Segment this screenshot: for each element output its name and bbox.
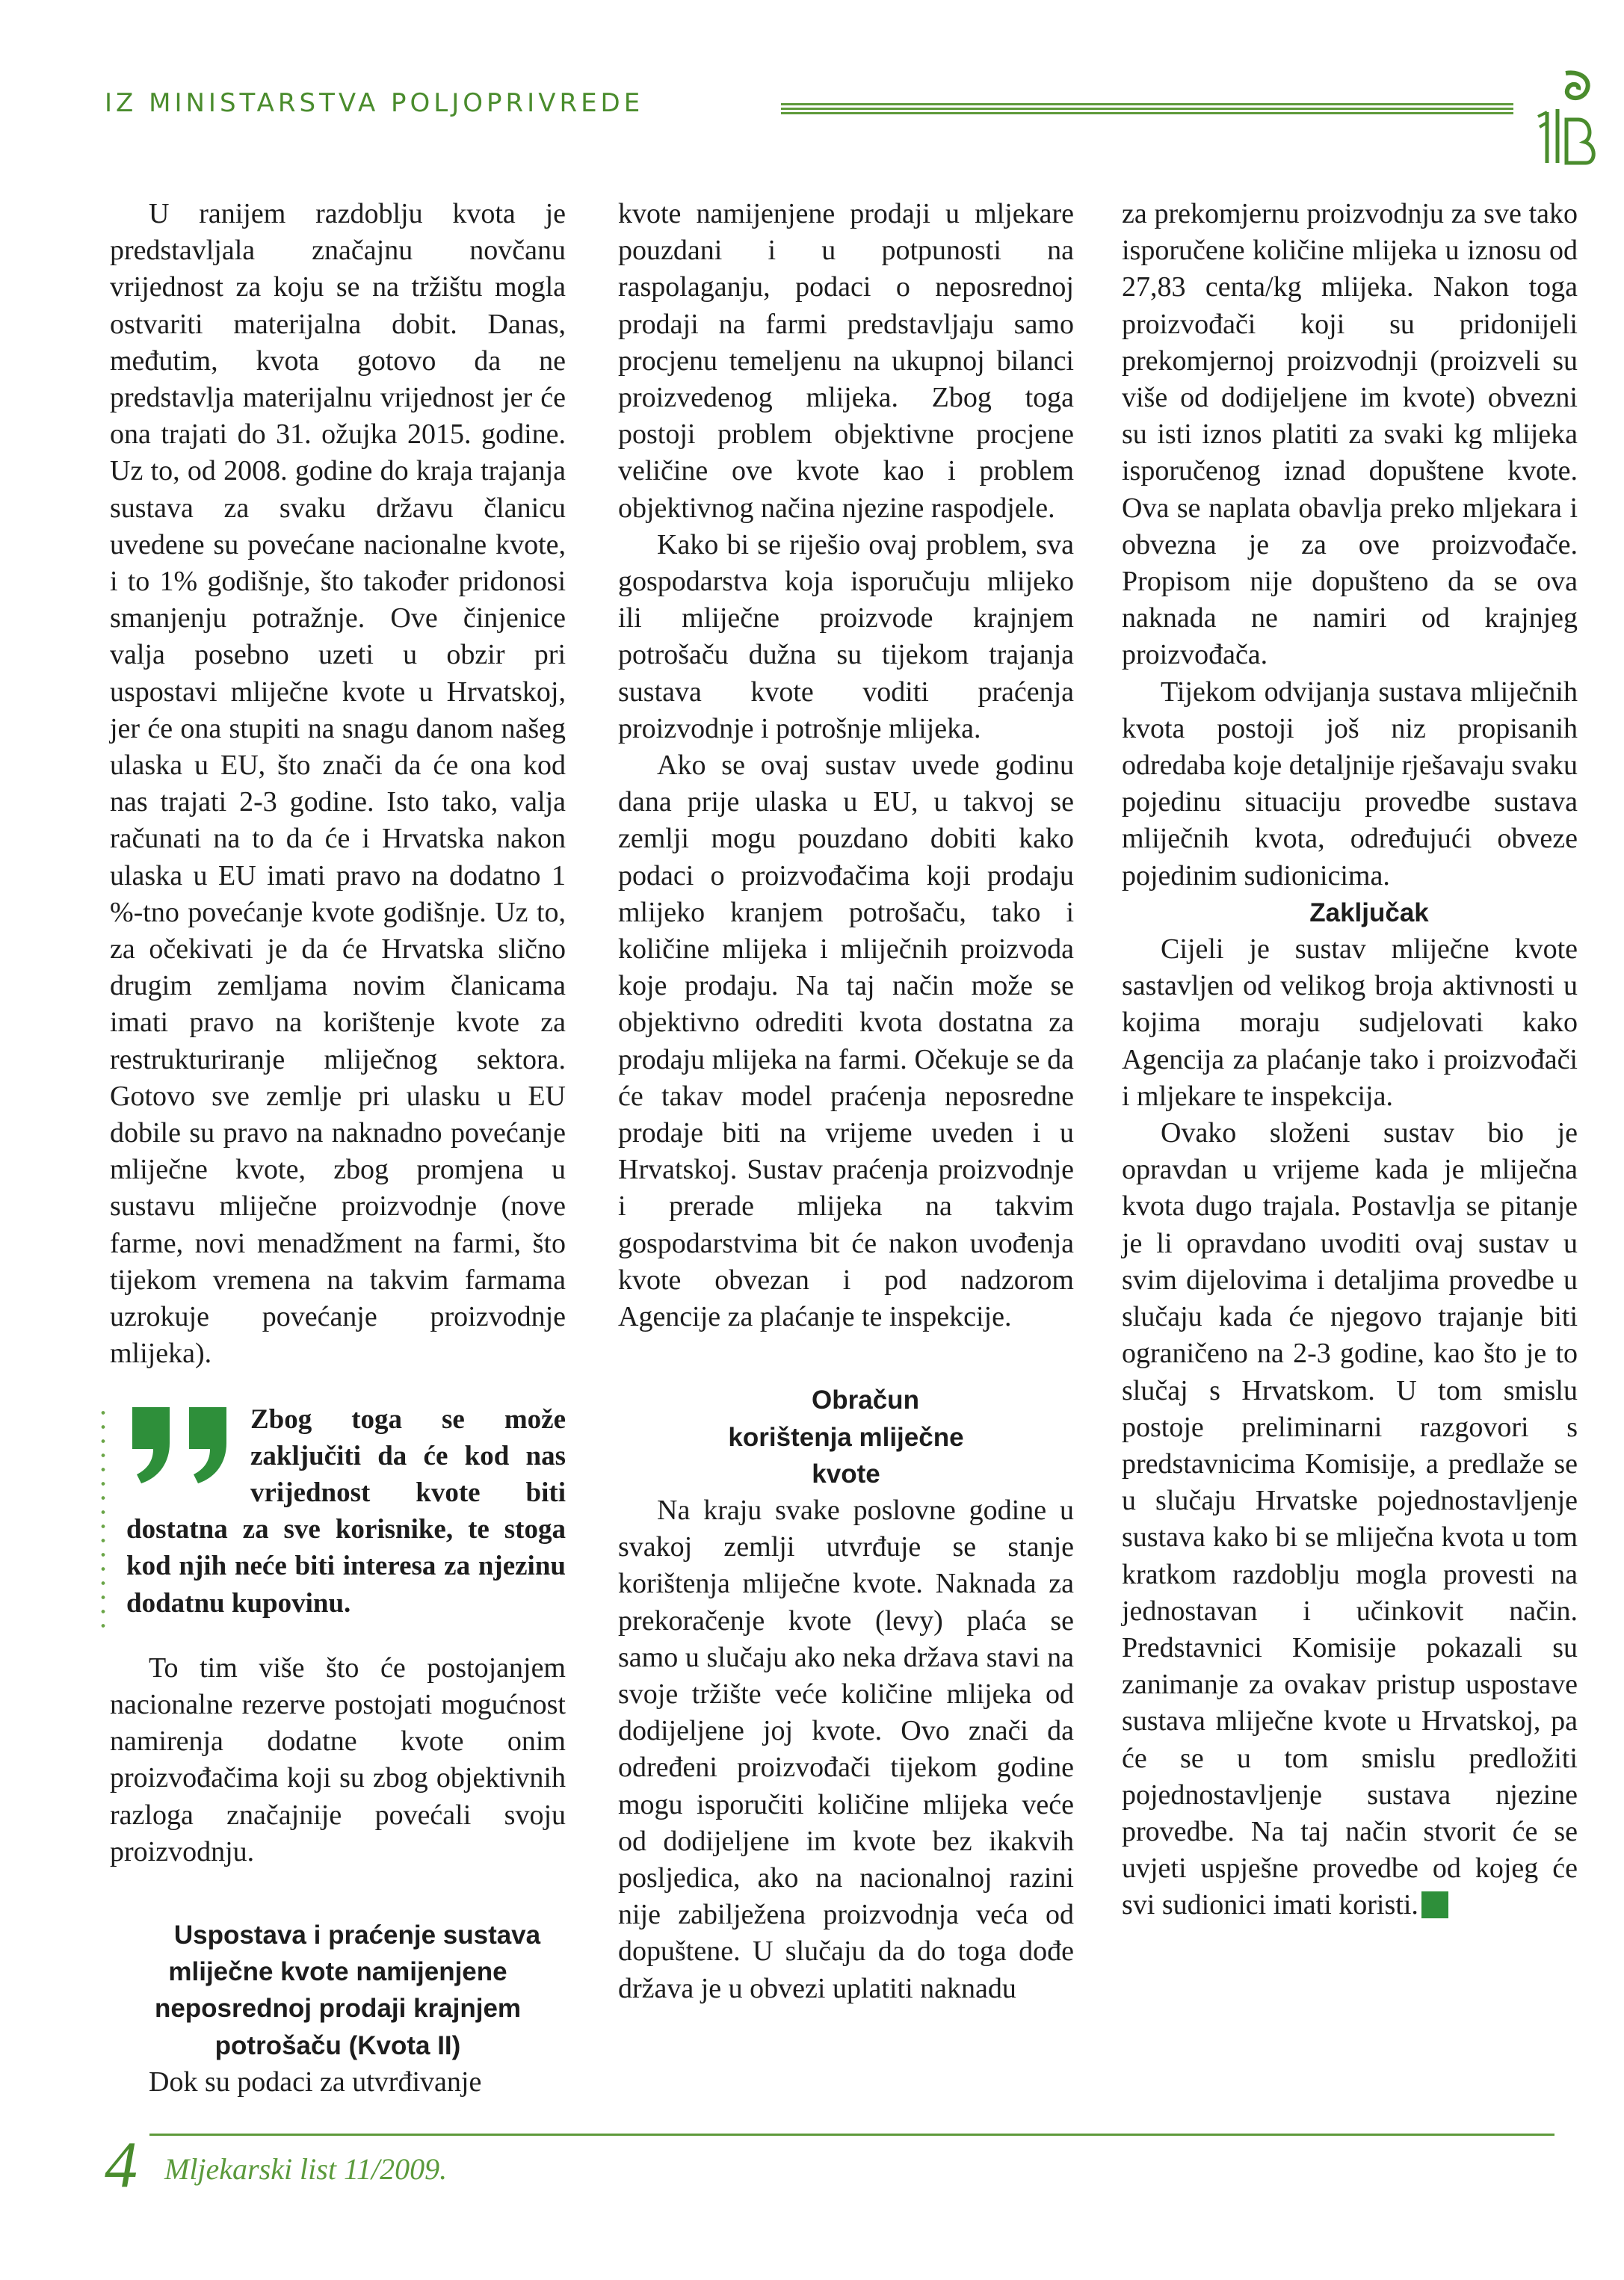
header-rule [781, 103, 1513, 115]
paragraph-text: Ovako složeni sustav bio je opravdan u vrijeme kada je mliječna kvota dugo trajala. Postavlja se pitanje je li opravdano uvoditi ovaj sustav u svim dijelovima i detaljima provedbe u slučaju kada će njegovo trajanje biti ograničeno na 2-3 godine, kao što je to slučaj s Hrvatskom. U tom smislu postoje preliminarni razgovori s predstavnicima Komisije, a predlaže se u slučaju Hrvatske pojednostavljenje sustava kako bi se mliječna kvota u tom kratkom razdoblju mogla provesti na jednostavan i učinkovit način. Predstavnici Komisije pokazali su zanimanje za ovakav pristup uspostave sustava mliječne kvote u Hrvatskoj, pa će se u tom smislu predložiti pojednostavljenje sustava njezine provedbe. Na taj način stvorit će se uvjeti uspješne provedbe od kojeg će svi sudionici imati koristi. [1122, 1117, 1578, 1921]
paragraph: Cijeli je sustav mliječne kvote sastavljen od velikog broja aktivnosti u kojima moraju sudjelovati kako Agencija za plaćanje tako i proizvođači i mljekare te inspekcija. [1122, 933, 1578, 1112]
footer-rule [149, 2134, 1554, 2136]
page-footer [105, 2129, 1554, 2202]
pullquote [110, 1401, 566, 1622]
magazine-title: Mljekarski list 11/2009. [164, 2152, 448, 2186]
column-2 [618, 196, 1074, 2007]
subheading: Zaključak [1309, 898, 1429, 927]
paragraph: Ako se ovaj sustav uvede godinu dana prije ulaska u EU, u takvoj se zemlji mogu pouzdano dobiti kako podaci o proizvođačima koji prodaju mlijeko kranjem potrošaču, tako i količine mlijeka i mliječnih proizvoda koje prodaju. Na taj način može se objektivno odrediti kvota dostatna za prodaju mlijeka na farmi. Očekuje se da će takav model praćenja neposredne prodaje biti na vrijeme uveden i u Hrvatskoj. Sustav praćenja proizvodnje i prerade mlijeka na takvim gospodarstvima bit će nakon uvođenja kvote obvezan i pod nadzorom Agencije za plaćanje te inspekcije. [618, 750, 1074, 1333]
column-3 [1122, 196, 1578, 1924]
subheading: Uspostava i praćenje sustava mliječne kvote namijenjene neposrednoj prodaji krajnjem potrošaču (Kvota II) [154, 1920, 541, 2060]
paragraph: Dok su podaci za utvrđivanje [149, 2066, 482, 2098]
paragraph: Tijekom odvijanja sustava mliječnih kvota postoji još niz propisanih odredaba koje detaljnije rješavaju svaku pojedinu situaciju provedbe sustava mliječnih kvota, određujući obveze pojedinim sudionicima. [1122, 676, 1578, 892]
paragraph: Kako bi se riješio ovaj problem, sva gospodarstva koja isporučuju mlijeko ili mliječne proizvode krajnjem potrošaču dužna su tijekom trajanja sustava kvote voditi praćenja proizvodnje i potrošnje mlijeka. [618, 528, 1074, 744]
paragraph [1122, 1115, 1578, 1924]
section-title: IZ MINISTARSTVA POLJOPRIVREDE [105, 88, 644, 118]
subheading: Obračun korištenja mliječne kvote [728, 1385, 964, 1489]
page-header [105, 88, 1554, 140]
quote-mark-icon [126, 1400, 238, 1486]
paragraph: za prekomjernu proizvodnju za sve tako isporučene količine mlijeka u iznosu od 27,83 centa/kg mlijeka. Nakon toga proizvođači koji su pridonijeli prekomjernoj proizvodnji (proizveli su više od dodijeljene im kvote) obvezni su isti iznos platiti za svaki kg mlijeka isporučenog iznad dopuštene kvote. Ova se naplata obavlja preko mljekara i obvezna je za ove proizvođače. Propisom nije dopušteno da se ova naknada ne namiri od krajnjeg proizvođača. [1122, 198, 1578, 671]
pullquote-text: Zbog toga se može zaključiti da će kod nas vrijednost kvote biti dostatna za sve korisnike, te stoga kod njih neće biti interesa za njezinu dodatnu kupovinu. [126, 1403, 566, 1619]
paragraph: Na kraju svake poslovne godine u svakoj zemlji utvrđuje se stanje korištenja mliječne kvote. Naknada za prekoračenje kvote (levy) plaća se samo u slučaju ako neka država stavi na svoje tržište veće količine mlijeka od dodijeljene joj kvote. Ovo znači da određeni proizvođači tijekom godine mogu isporučiti količine mlijeka veće od dodijeljene im kvote bez ikakvih posljedica, ako na nacionalnoj razini nije zabilježena proizvodnja veća od dopuštene. U slučaju da do toga dođe država je u obvezi uplatiti naknadu [618, 1494, 1074, 2004]
ministry-logo-icon [1525, 67, 1599, 172]
paragraph: To tim više što će postojanjem nacionalne rezerve postojati mogućnost namirenja dodatne kvote onim proizvođačima koji su zbog objektivnih razloga značajnije povećali svoju proizvodnju. [110, 1652, 566, 1867]
pullquote-dots [101, 1406, 105, 1630]
page-number: 4 [105, 2129, 138, 2202]
paragraph: U ranijem razdoblju kvota je predstavljala značajnu novčanu vrijednost za koju se na tržištu mogla ostvariti materijalna dobit. Danas, međutim, kvota gotovo da ne predstavlja materijalnu vrijednost jer će ona trajati do 31. ožujka 2015. godine. Uz to, od 2008. godine do kraja trajanja sustava za svaku državu članicu uvedene su povećane nacionalne kvote, i to 1% godišnje, što također pridonosi smanjenju potražnje. Ove činjenice valja posebno uzeti u obzir pri uspostavi mliječne kvote u Hrvatskoj, jer će ona stupiti na snagu danom našeg ulaska u EU, što znači da će ona kod nas trajati 2-3 godine. Isto tako, valja računati na to da će i Hrvatska nakon ulaska u EU imati pravo na dodatno 1 %-tno povećanje kvote godišnje. Uz to, za očekivati je da će Hrvatska slično drugim zemljama novim članicama imati pravo na korištenje kvote za restrukturiranje mliječnog sektora. Gotovo sve zemlje pri ulasku u EU dobile su pravo na naknadno povećanje mliječne kvote, zbog promjena u sustavu mliječne proizvodnje (nove farme, novi menadžment na farmi, što tijekom vremena na takvim farmama uzrokuje povećanje proizvodnje mlijeka). [110, 198, 566, 1370]
end-mark-icon [1421, 1891, 1448, 1918]
paragraph: kvote namijenjene prodaji u mljekare pouzdani i u potpunosti na raspolaganju, podaci o neposrednoj prodaji na farmi predstavljaju samo procjenu temeljenu na ukupnoj bilanci proizvedenog mlijeka. Zbog toga postoji problem objektivne procjene veličine ove kvote kao i problem objektivnog načina njezine raspodjele. [618, 198, 1074, 524]
column-1 [110, 196, 566, 2101]
